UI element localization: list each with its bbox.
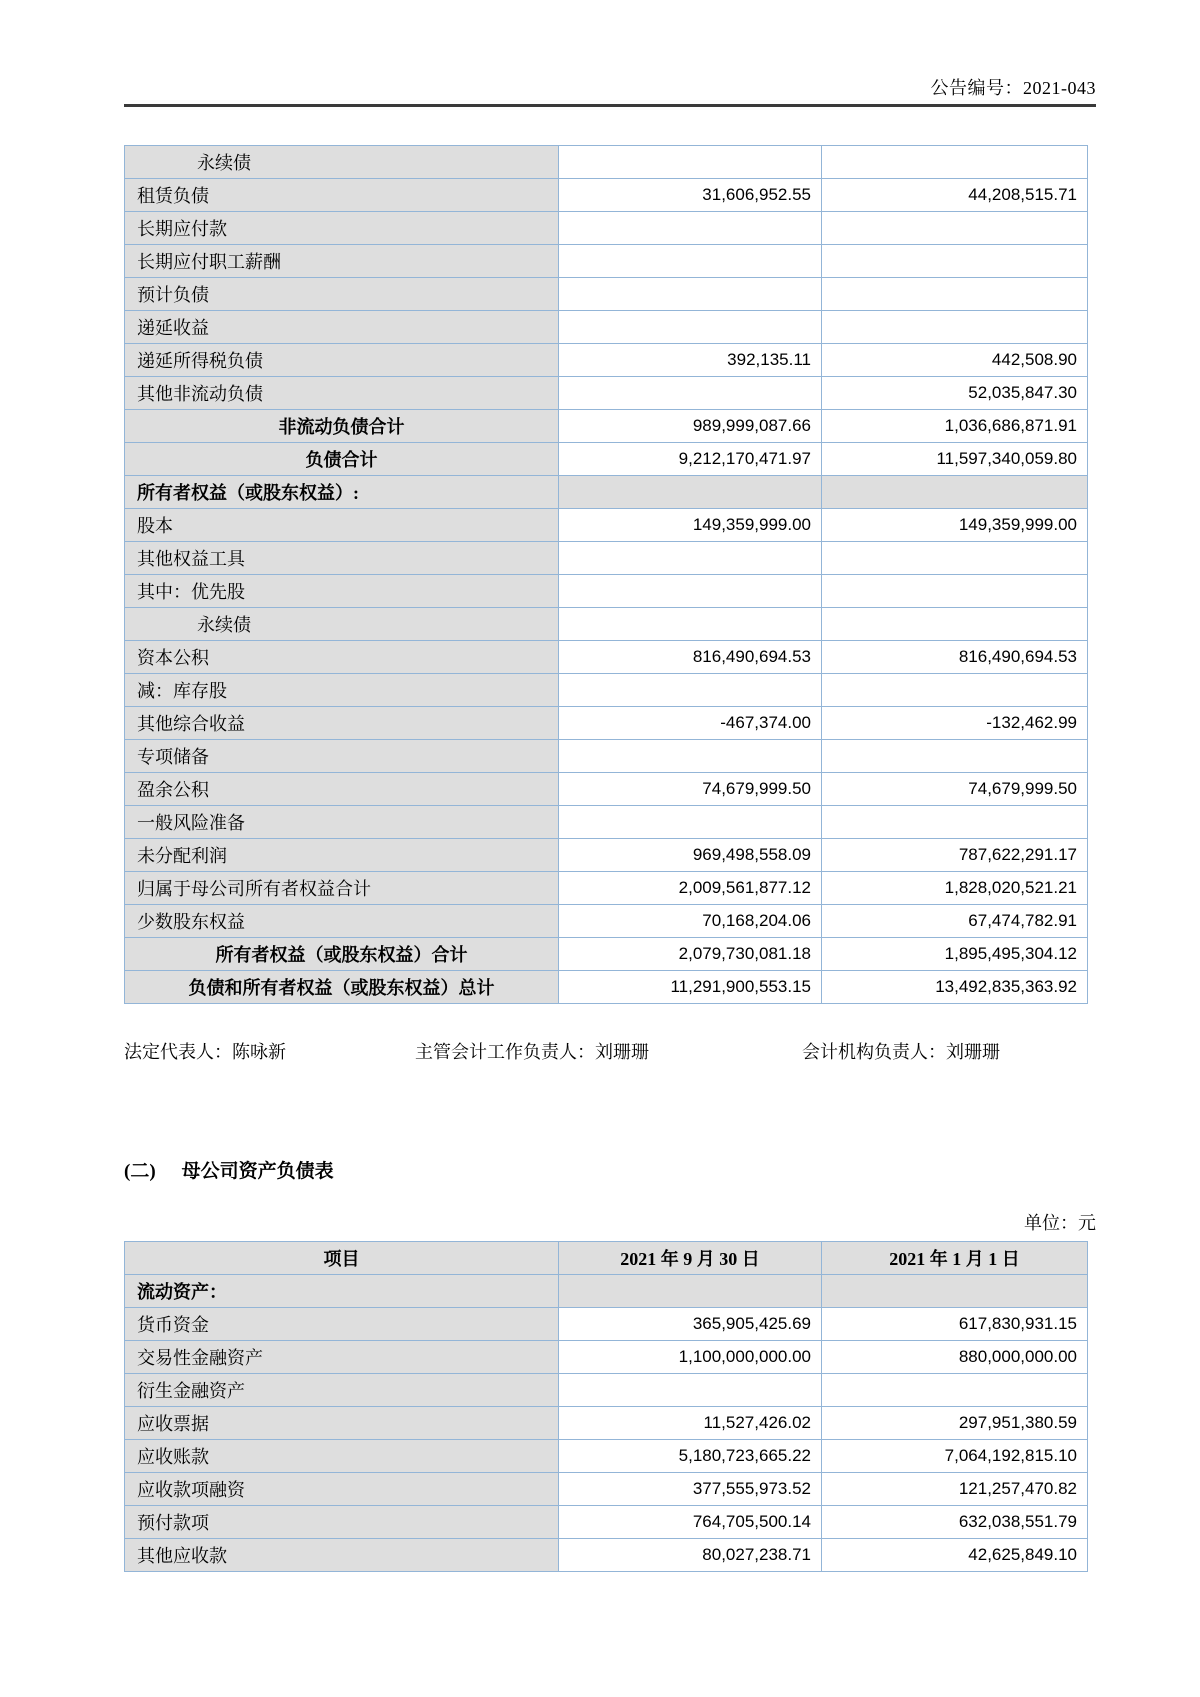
section-title-text: 母公司资产负债表 bbox=[181, 1161, 334, 1182]
item-label-cell: 租赁负债 bbox=[125, 179, 559, 212]
value-cell bbox=[822, 245, 1088, 278]
value-cell bbox=[822, 278, 1088, 311]
table-row bbox=[125, 245, 1088, 278]
value-cell bbox=[559, 311, 822, 344]
value-cell: 1,036,686,871.91 bbox=[822, 410, 1088, 443]
announcement-number: 公告编号：2021-043 bbox=[930, 78, 1096, 98]
item-label-cell: 资本公积 bbox=[125, 641, 559, 674]
value-cell bbox=[822, 740, 1088, 773]
value-cell: 9,212,170,471.97 bbox=[559, 443, 822, 476]
value-cell bbox=[559, 608, 822, 641]
table-row bbox=[125, 377, 1088, 410]
value-cell bbox=[559, 146, 822, 179]
table-row bbox=[125, 674, 1088, 707]
table-row bbox=[125, 707, 1088, 740]
value-cell bbox=[822, 1275, 1088, 1308]
value-cell: 365,905,425.69 bbox=[559, 1308, 822, 1341]
item-label-cell: 永续债 bbox=[125, 608, 559, 641]
table-row bbox=[125, 1506, 1088, 1539]
value-cell bbox=[822, 608, 1088, 641]
value-cell: 1,828,020,521.21 bbox=[822, 872, 1088, 905]
value-cell bbox=[559, 1374, 822, 1407]
value-cell: 989,999,087.66 bbox=[559, 410, 822, 443]
value-cell bbox=[559, 278, 822, 311]
table-row bbox=[125, 1341, 1088, 1374]
item-label-cell: 预付款项 bbox=[125, 1506, 559, 1539]
value-cell bbox=[559, 806, 822, 839]
item-label-cell: 其他应收款 bbox=[125, 1539, 559, 1572]
item-label-cell: 归属于母公司所有者权益合计 bbox=[125, 872, 559, 905]
table-row bbox=[125, 938, 1088, 971]
header-rule bbox=[124, 104, 1096, 107]
table-row bbox=[125, 278, 1088, 311]
table-row bbox=[125, 146, 1088, 179]
column-header-date-2: 2021 年 1 月 1 日 bbox=[822, 1242, 1088, 1275]
column-header-date-1: 2021 年 9 月 30 日 bbox=[559, 1242, 822, 1275]
value-cell: 764,705,500.14 bbox=[559, 1506, 822, 1539]
item-label-cell: 应收票据 bbox=[125, 1407, 559, 1440]
item-label-cell: 所有者权益（或股东权益）合计 bbox=[125, 938, 559, 971]
item-label-cell: 负债和所有者权益（或股东权益）总计 bbox=[125, 971, 559, 1004]
item-label-cell: 交易性金融资产 bbox=[125, 1341, 559, 1374]
signature-line bbox=[124, 1038, 1096, 1064]
value-cell: 392,135.11 bbox=[559, 344, 822, 377]
item-label-cell: 递延收益 bbox=[125, 311, 559, 344]
value-cell bbox=[559, 542, 822, 575]
value-cell: 1,895,495,304.12 bbox=[822, 938, 1088, 971]
item-label-cell: 专项储备 bbox=[125, 740, 559, 773]
section-number: (二) bbox=[124, 1161, 156, 1182]
value-cell: -467,374.00 bbox=[559, 707, 822, 740]
consolidated-balance-sheet-table bbox=[124, 145, 1088, 1004]
table-row bbox=[125, 344, 1088, 377]
value-cell: 70,168,204.06 bbox=[559, 905, 822, 938]
value-cell bbox=[559, 1275, 822, 1308]
table-row bbox=[125, 311, 1088, 344]
item-label-cell: 永续债 bbox=[125, 146, 559, 179]
table-row bbox=[125, 1473, 1088, 1506]
value-cell bbox=[822, 806, 1088, 839]
item-label-cell: 其他综合收益 bbox=[125, 707, 559, 740]
value-cell bbox=[822, 212, 1088, 245]
section-title bbox=[124, 1156, 1096, 1183]
item-label-cell: 未分配利润 bbox=[125, 839, 559, 872]
value-cell: 1,100,000,000.00 bbox=[559, 1341, 822, 1374]
value-cell bbox=[559, 245, 822, 278]
item-label-cell: 减：库存股 bbox=[125, 674, 559, 707]
value-cell: 13,492,835,363.92 bbox=[822, 971, 1088, 1004]
table-row bbox=[125, 410, 1088, 443]
item-label-cell: 长期应付职工薪酬 bbox=[125, 245, 559, 278]
value-cell: 2,079,730,081.18 bbox=[559, 938, 822, 971]
item-label-cell: 少数股东权益 bbox=[125, 905, 559, 938]
table-row bbox=[125, 1539, 1088, 1572]
table-row bbox=[125, 443, 1088, 476]
item-label-cell: 所有者权益（或股东权益）: bbox=[125, 476, 559, 509]
value-cell: 442,508.90 bbox=[822, 344, 1088, 377]
item-label-cell: 盈余公积 bbox=[125, 773, 559, 806]
table-row bbox=[125, 509, 1088, 542]
value-cell bbox=[822, 476, 1088, 509]
table-row bbox=[125, 641, 1088, 674]
value-cell: 816,490,694.53 bbox=[822, 641, 1088, 674]
item-label-cell: 流动资产： bbox=[125, 1275, 559, 1308]
value-cell: 880,000,000.00 bbox=[822, 1341, 1088, 1374]
value-cell bbox=[559, 740, 822, 773]
table-row bbox=[125, 1407, 1088, 1440]
table-row bbox=[125, 872, 1088, 905]
table-row bbox=[125, 608, 1088, 641]
item-label-cell: 应收账款 bbox=[125, 1440, 559, 1473]
item-label-cell: 预计负债 bbox=[125, 278, 559, 311]
value-cell bbox=[559, 476, 822, 509]
value-cell: 5,180,723,665.22 bbox=[559, 1440, 822, 1473]
value-cell: -132,462.99 bbox=[822, 707, 1088, 740]
value-cell: 787,622,291.17 bbox=[822, 839, 1088, 872]
value-cell: 377,555,973.52 bbox=[559, 1473, 822, 1506]
value-cell bbox=[822, 674, 1088, 707]
item-label-cell: 应收款项融资 bbox=[125, 1473, 559, 1506]
value-cell: 121,257,470.82 bbox=[822, 1473, 1088, 1506]
table-row bbox=[125, 1275, 1088, 1308]
value-cell: 11,291,900,553.15 bbox=[559, 971, 822, 1004]
table-row bbox=[125, 575, 1088, 608]
value-cell bbox=[559, 212, 822, 245]
value-cell bbox=[822, 311, 1088, 344]
signature-accounting-org-head: 会计机构负责人：刘珊珊 bbox=[802, 1042, 1000, 1062]
signature-legal-rep: 法定代表人：陈咏新 bbox=[124, 1042, 286, 1062]
value-cell: 74,679,999.50 bbox=[822, 773, 1088, 806]
value-cell: 67,474,782.91 bbox=[822, 905, 1088, 938]
value-cell bbox=[559, 674, 822, 707]
value-cell: 149,359,999.00 bbox=[559, 509, 822, 542]
page-content bbox=[124, 0, 1096, 1572]
item-label-cell: 其中：优先股 bbox=[125, 575, 559, 608]
item-label-cell: 长期应付款 bbox=[125, 212, 559, 245]
table-row bbox=[125, 1308, 1088, 1341]
value-cell bbox=[559, 377, 822, 410]
value-cell: 2,009,561,877.12 bbox=[559, 872, 822, 905]
table-row bbox=[125, 740, 1088, 773]
value-cell bbox=[822, 1374, 1088, 1407]
value-cell: 31,606,952.55 bbox=[559, 179, 822, 212]
table-header-row bbox=[125, 1242, 1088, 1275]
value-cell: 7,064,192,815.10 bbox=[822, 1440, 1088, 1473]
item-label-cell: 递延所得税负债 bbox=[125, 344, 559, 377]
table-row bbox=[125, 212, 1088, 245]
parent-company-balance-sheet-table bbox=[124, 1241, 1088, 1572]
table-row bbox=[125, 806, 1088, 839]
value-cell: 149,359,999.00 bbox=[822, 509, 1088, 542]
item-label-cell: 其他非流动负债 bbox=[125, 377, 559, 410]
value-cell: 632,038,551.79 bbox=[822, 1506, 1088, 1539]
value-cell: 617,830,931.15 bbox=[822, 1308, 1088, 1341]
value-cell: 816,490,694.53 bbox=[559, 641, 822, 674]
value-cell bbox=[822, 575, 1088, 608]
item-label-cell: 其他权益工具 bbox=[125, 542, 559, 575]
value-cell bbox=[822, 542, 1088, 575]
value-cell: 969,498,558.09 bbox=[559, 839, 822, 872]
table-row bbox=[125, 542, 1088, 575]
value-cell: 44,208,515.71 bbox=[822, 179, 1088, 212]
value-cell: 80,027,238.71 bbox=[559, 1539, 822, 1572]
item-label-cell: 一般风险准备 bbox=[125, 806, 559, 839]
table-row bbox=[125, 971, 1088, 1004]
item-label-cell: 衍生金融资产 bbox=[125, 1374, 559, 1407]
column-header-item: 项目 bbox=[125, 1242, 559, 1275]
item-label-cell: 负债合计 bbox=[125, 443, 559, 476]
signature-accounting-work-head: 主管会计工作负责人：刘珊珊 bbox=[415, 1042, 649, 1062]
table-row bbox=[125, 179, 1088, 212]
item-label-cell: 货币资金 bbox=[125, 1308, 559, 1341]
value-cell bbox=[822, 146, 1088, 179]
item-label-cell: 股本 bbox=[125, 509, 559, 542]
value-cell: 297,951,380.59 bbox=[822, 1407, 1088, 1440]
table-row bbox=[125, 905, 1088, 938]
table-row bbox=[125, 773, 1088, 806]
item-label-cell: 非流动负债合计 bbox=[125, 410, 559, 443]
value-cell: 52,035,847.30 bbox=[822, 377, 1088, 410]
value-cell: 11,597,340,059.80 bbox=[822, 443, 1088, 476]
table-row bbox=[125, 476, 1088, 509]
value-cell: 11,527,426.02 bbox=[559, 1407, 822, 1440]
table-row bbox=[125, 1440, 1088, 1473]
value-cell bbox=[559, 575, 822, 608]
table-row bbox=[125, 839, 1088, 872]
value-cell: 42,625,849.10 bbox=[822, 1539, 1088, 1572]
table-row bbox=[125, 1374, 1088, 1407]
unit-label: 单位：元 bbox=[1024, 1213, 1096, 1233]
value-cell: 74,679,999.50 bbox=[559, 773, 822, 806]
